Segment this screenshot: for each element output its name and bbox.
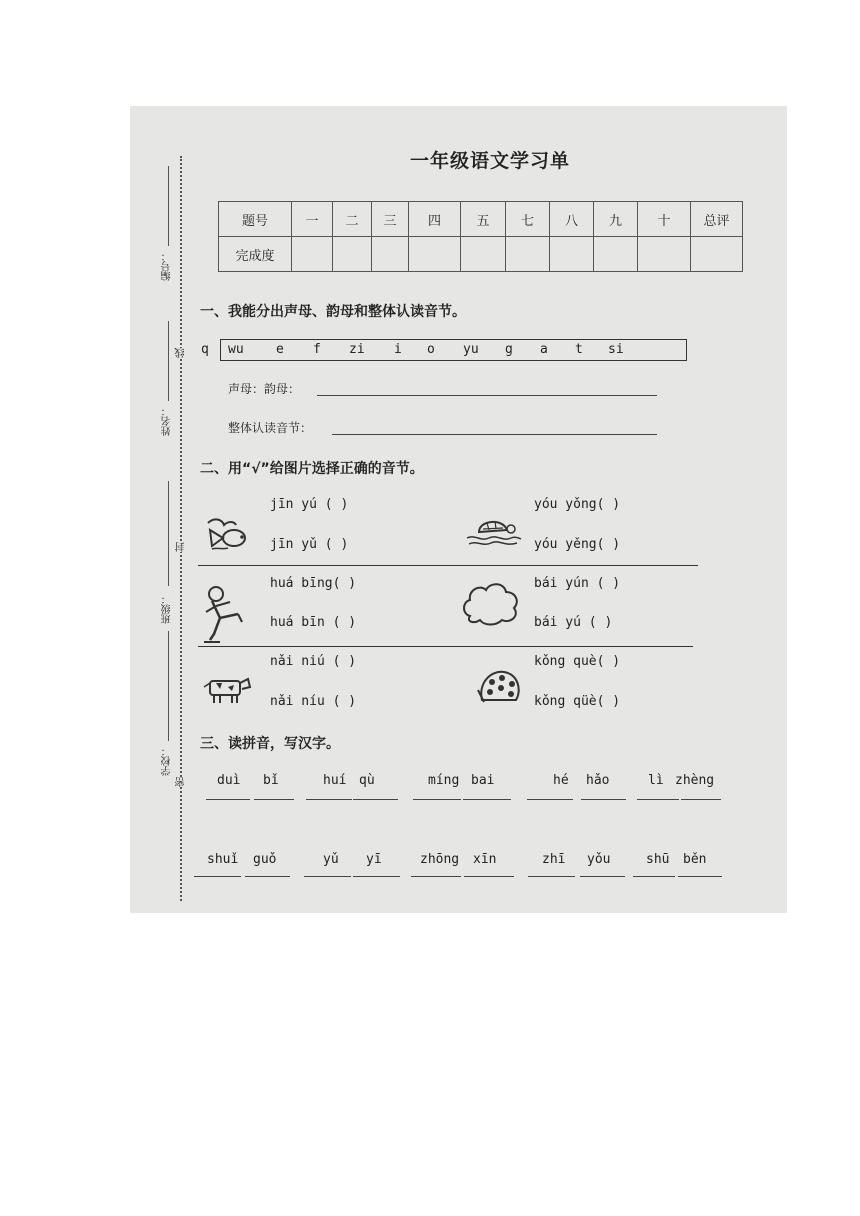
pinyin-word: běn — [683, 852, 707, 867]
row-divider — [198, 565, 698, 566]
section1-heading: 一、我能分出声母、韵母和整体认读音节。 — [200, 304, 466, 320]
score-cell: 题号 — [219, 202, 292, 237]
hanzi-answer-line[interactable] — [633, 875, 675, 877]
score-empty — [594, 237, 638, 272]
name-line — [168, 321, 169, 401]
choice-option[interactable]: yóu yěng( ) — [534, 537, 621, 552]
score-cell: 十 — [638, 202, 691, 237]
pinyin-word: míng — [428, 773, 460, 788]
pinyin-word: shuǐ — [207, 852, 239, 867]
hanzi-answer-line[interactable] — [206, 798, 250, 800]
score-empty — [506, 237, 550, 272]
choice-option[interactable]: nǎi niú ( ) — [270, 654, 357, 669]
hanzi-answer-line[interactable] — [254, 798, 294, 800]
pinyin-word: zhī — [542, 852, 566, 867]
score-cell: 三 — [372, 202, 409, 237]
seal-mark-3: 密 — [176, 777, 187, 787]
goldfish-icon — [204, 513, 252, 553]
initials-finals-label: 声母：韵母： — [228, 382, 301, 396]
choice-option[interactable]: nǎi níu ( ) — [270, 694, 357, 709]
hanzi-answer-line[interactable] — [353, 798, 398, 800]
pinyin-word: lì — [648, 773, 664, 788]
hanzi-answer-line[interactable] — [580, 875, 625, 877]
pinyin-word: yī — [366, 852, 382, 867]
hanzi-answer-line[interactable] — [304, 875, 351, 877]
section3-heading: 三、读拼音，写汉字。 — [200, 736, 340, 752]
score-empty — [292, 237, 333, 272]
row-divider — [198, 646, 693, 647]
pinyin-word: zhōng — [420, 852, 460, 867]
box-outside-letter: q — [201, 342, 209, 357]
hanzi-answer-line[interactable] — [528, 875, 575, 877]
score-cell: 九 — [594, 202, 638, 237]
worksheet — [130, 106, 787, 913]
score-cell: 一 — [292, 202, 333, 237]
letter: o — [427, 342, 435, 357]
hanzi-answer-line[interactable] — [581, 798, 626, 800]
hanzi-answer-line[interactable] — [413, 798, 461, 800]
pinyin-word: yǔ — [323, 852, 339, 867]
score-cell: 完成度 — [219, 237, 292, 272]
score-empty — [409, 237, 461, 272]
section2-heading: 二、用“√”给图片选择正确的音节。 — [200, 461, 424, 477]
choice-option[interactable]: jīn yǔ ( ) — [270, 537, 349, 552]
score-cell: 四 — [409, 202, 461, 237]
hanzi-answer-line[interactable] — [681, 798, 721, 800]
id-line — [168, 166, 169, 246]
seal-mark-2: 封 — [176, 542, 187, 552]
choice-option[interactable]: huá bīng( ) — [270, 576, 357, 591]
score-empty — [333, 237, 372, 272]
choice-option[interactable]: jīn yú ( ) — [270, 497, 349, 512]
hanzi-answer-line[interactable] — [306, 798, 352, 800]
hanzi-answer-line[interactable] — [194, 875, 241, 877]
score-cell: 五 — [461, 202, 506, 237]
letter: a — [540, 342, 548, 357]
score-cell: 七 — [506, 202, 550, 237]
score-cell: 总评 — [691, 202, 743, 237]
hanzi-answer-line[interactable] — [411, 875, 461, 877]
score-empty — [550, 237, 594, 272]
class-label: 班级： — [162, 594, 173, 624]
hanzi-answer-line[interactable] — [464, 875, 514, 877]
pinyin-word: guǒ — [253, 852, 277, 867]
letter: f — [313, 342, 321, 357]
hanzi-answer-line[interactable] — [527, 798, 573, 800]
dairy-cow-icon — [202, 673, 254, 705]
whole-syllables-answer-line[interactable] — [332, 433, 657, 435]
whole-syllables-label: 整体认读音节： — [228, 421, 313, 435]
pinyin-word: duì — [217, 773, 241, 788]
initials-finals-answer-line[interactable] — [317, 394, 657, 396]
score-empty — [461, 237, 506, 272]
letter: i — [394, 342, 402, 357]
turtle-swimming-icon — [465, 512, 523, 548]
choice-option[interactable]: bái yú ( ) — [534, 615, 613, 630]
letter: g — [505, 342, 513, 357]
hanzi-answer-line[interactable] — [637, 798, 679, 800]
pinyin-word: yǒu — [587, 852, 611, 867]
hanzi-answer-line[interactable] — [678, 875, 722, 877]
class-line — [168, 481, 169, 586]
score-completion-row — [219, 237, 743, 272]
binding-dotted-line — [180, 156, 182, 901]
hanzi-answer-line[interactable] — [245, 875, 290, 877]
choice-option[interactable]: kǒng què( ) — [534, 654, 621, 669]
pinyin-word: xīn — [473, 852, 497, 867]
pinyin-word: shū — [646, 852, 670, 867]
pinyin-word: zhèng — [675, 773, 715, 788]
score-cell: 八 — [550, 202, 594, 237]
pinyin-word: qù — [359, 773, 375, 788]
choice-option[interactable]: bái yún ( ) — [534, 576, 621, 591]
name-label: 姓名： — [162, 406, 173, 436]
score-empty — [372, 237, 409, 272]
school-line — [168, 631, 169, 741]
skating-child-icon — [200, 584, 250, 646]
letter: t — [575, 342, 583, 357]
score-header-row — [219, 202, 743, 237]
pinyin-word: bǐ — [263, 773, 279, 788]
id-label: 编号： — [162, 251, 173, 281]
score-empty — [638, 237, 691, 272]
peacock-icon — [476, 668, 524, 706]
score-table — [218, 201, 743, 272]
letter: e — [276, 342, 284, 357]
letter: zi — [349, 342, 365, 357]
hanzi-answer-line[interactable] — [353, 875, 400, 877]
pinyin-word: hé — [553, 773, 569, 788]
choice-option[interactable]: kǒng qüè( ) — [534, 694, 621, 709]
hanzi-answer-line[interactable] — [463, 798, 511, 800]
pinyin-word: bai — [471, 773, 495, 788]
score-empty — [691, 237, 743, 272]
school-label: 学校： — [162, 746, 173, 776]
pinyin-word: huí — [323, 773, 347, 788]
letter: yu — [463, 342, 479, 357]
score-cell: 二 — [333, 202, 372, 237]
cloud-icon — [460, 580, 522, 628]
letter: wu — [228, 342, 244, 357]
choice-option[interactable]: yóu yǒng( ) — [534, 497, 621, 512]
letter: si — [608, 342, 624, 357]
page-title: 一年级语文学习单 — [410, 150, 571, 172]
pinyin-word: hǎo — [586, 773, 610, 788]
seal-mark-1: 线 — [176, 348, 187, 358]
choice-option[interactable]: huá bīn ( ) — [270, 615, 357, 630]
